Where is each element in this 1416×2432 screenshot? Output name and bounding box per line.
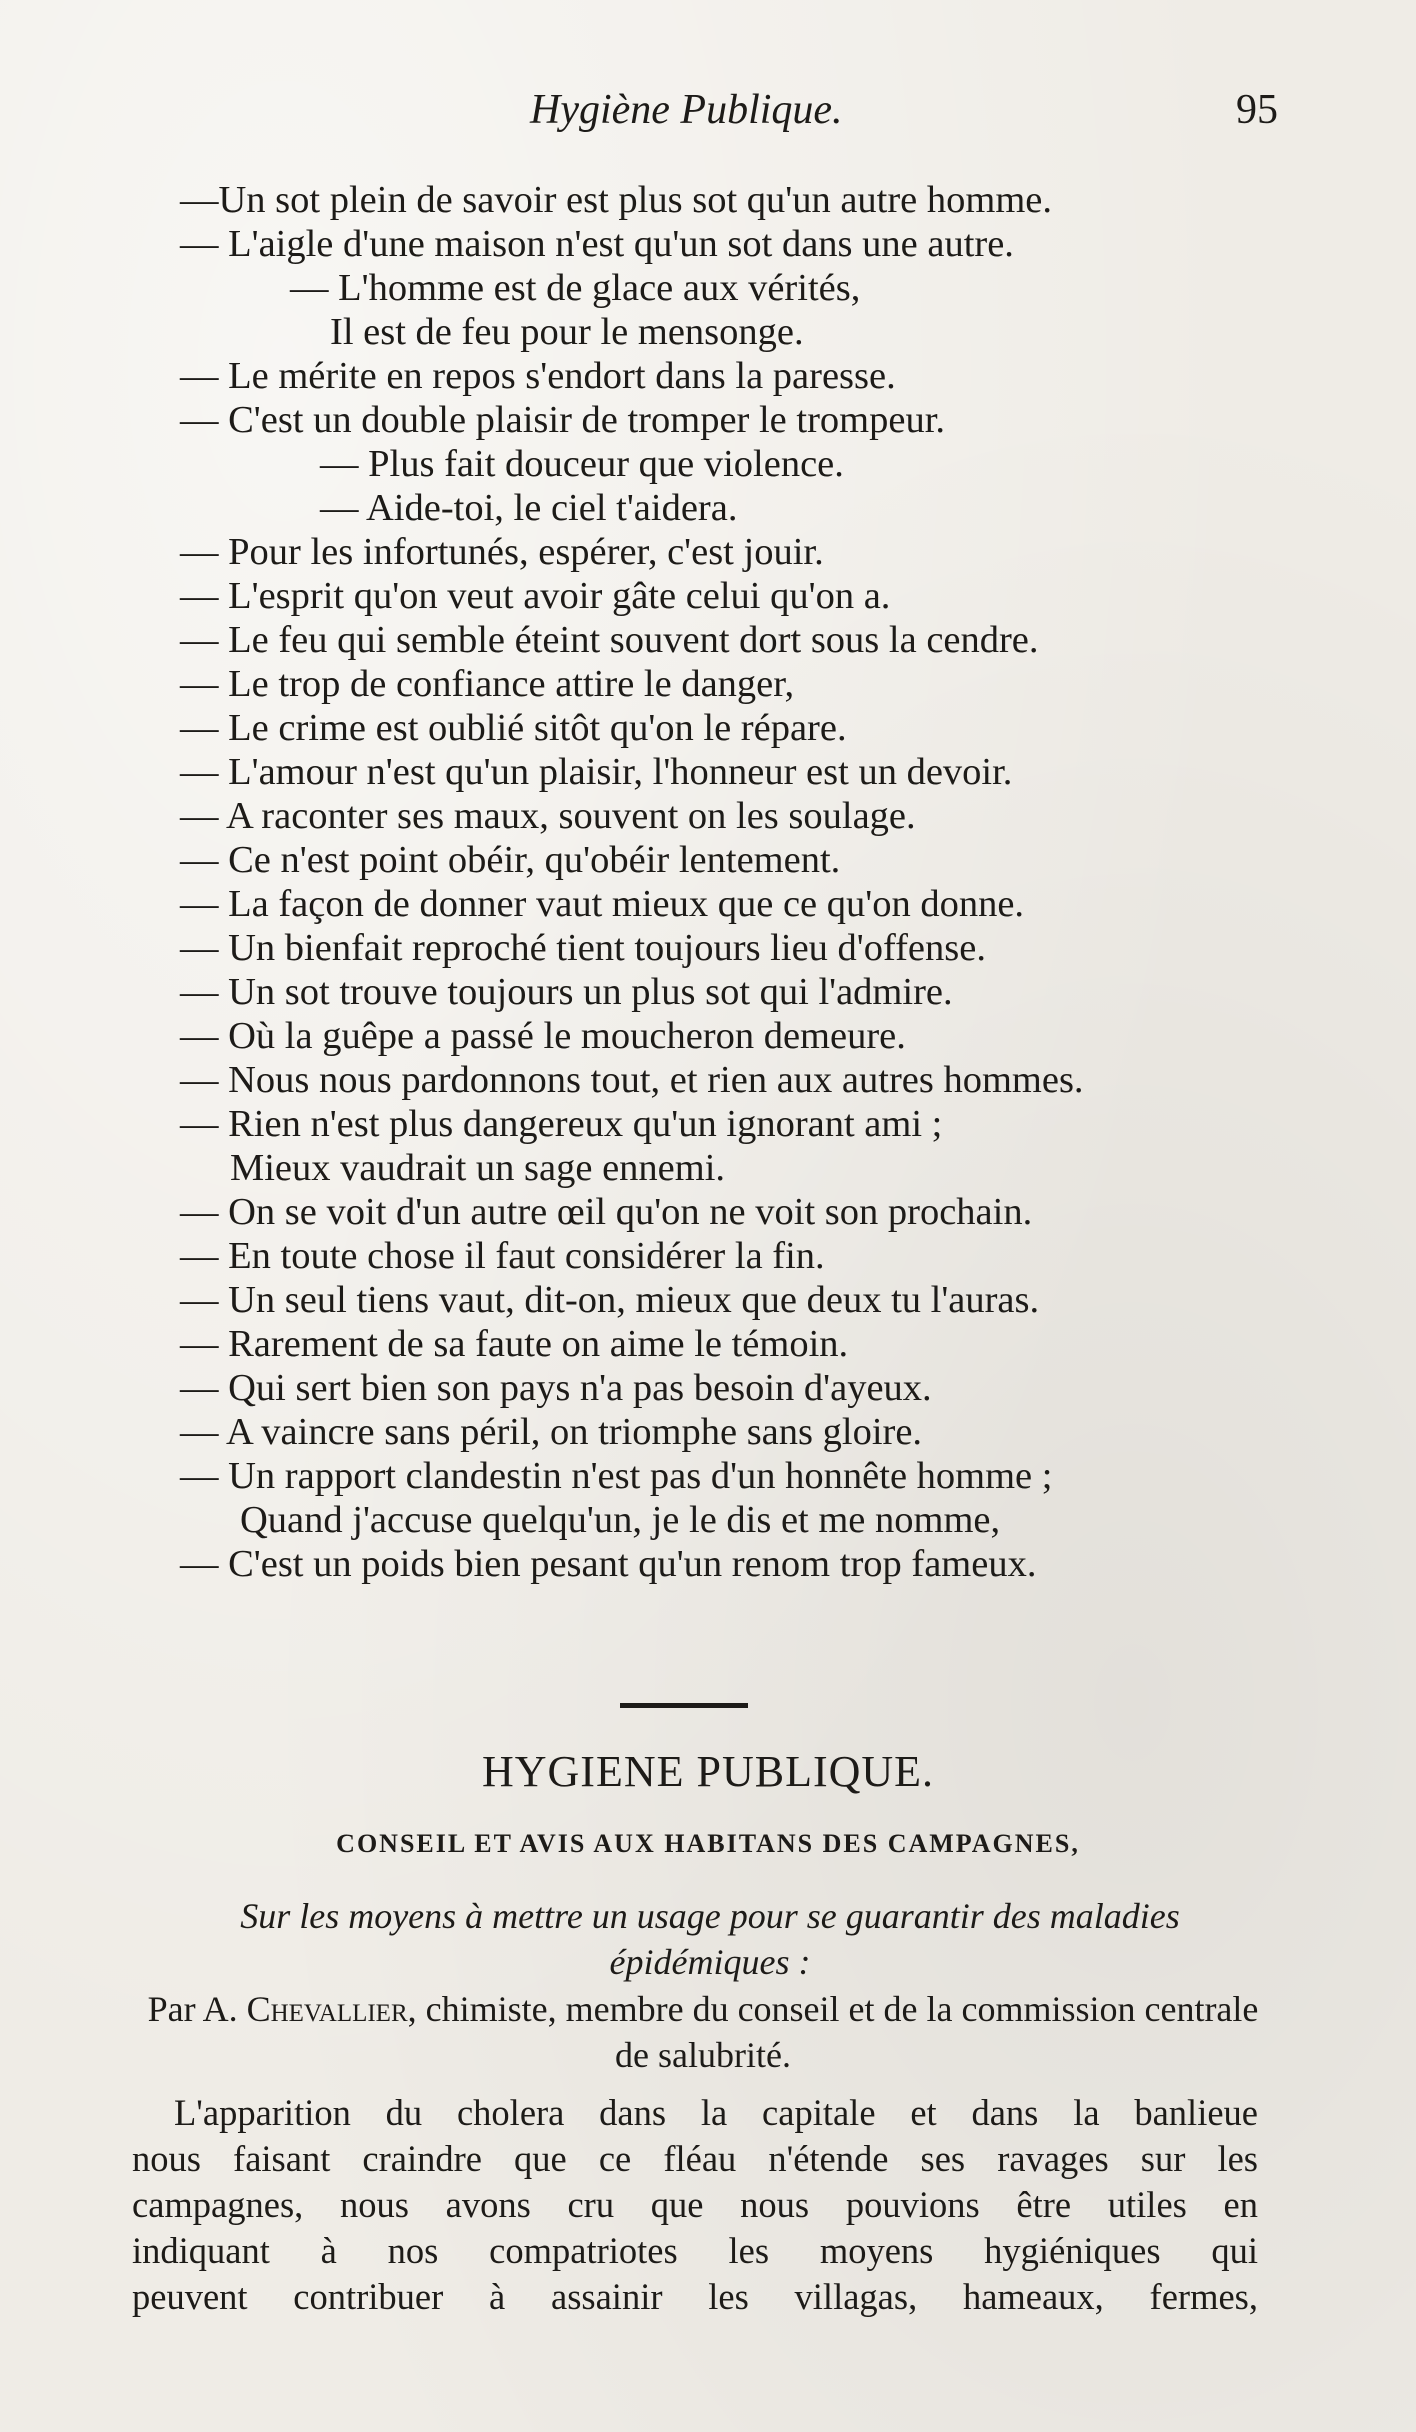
maxim-line: — L'homme est de glace aux vérités, — [290, 267, 861, 309]
section-divider — [620, 1703, 748, 1708]
maxim-line: — C'est un poids bien pesant qu'un renom trop fameux. — [180, 1543, 1037, 1585]
author-description: , chimiste, membre du conseil et de la commission centrale de salubrité. — [407, 1989, 1259, 2075]
maxim-line: Il est de feu pour le mensonge. — [330, 311, 804, 353]
maxim-line: — Rarement de sa faute on aime le témoin. — [180, 1323, 849, 1365]
maxim-line: — L'amour n'est qu'un plaisir, l'honneur est un devoir. — [180, 751, 1013, 793]
maxim-line: — Le crime est oublié sitôt qu'on le répare. — [180, 707, 847, 749]
maxim-line: — Un seul tiens vaut, dit-on, mieux que deux tu l'auras. — [180, 1279, 1040, 1321]
maxim-line: — A vaincre sans péril, on triomphe sans gloire. — [180, 1411, 923, 1453]
page-header — [0, 80, 1416, 140]
maxim-line: — Le feu qui semble éteint souvent dort sous la cendre. — [180, 619, 1039, 661]
body-line: peuvent contribuer à assainir les villagas, hameaux, fermes, — [132, 2276, 1258, 2317]
maxim-line: —Un sot plein de savoir est plus sot qu'un autre homme. — [180, 179, 1053, 221]
author-line — [138, 1986, 1268, 2078]
author-prefix: Par A. — [147, 1989, 247, 2029]
maxim-line: — L'aigle d'une maison n'est qu'un sot dans une autre. — [180, 223, 1014, 265]
maxim-line: Quand j'accuse quelqu'un, je le dis et me nomme, — [240, 1499, 1001, 1541]
running-title: Hygiène Publique. — [530, 87, 843, 133]
maxim-line: — Plus fait douceur que violence. — [320, 443, 844, 485]
maxim-line: — Un bienfait reproché tient toujours lieu d'offense. — [180, 927, 986, 969]
maxim-line: — A raconter ses maux, souvent on les soulage. — [180, 795, 916, 837]
body-line: L'apparition du cholera dans la capitale et dans la banlieue — [174, 2092, 1258, 2133]
maxim-line: — Le trop de confiance attire le danger, — [180, 663, 795, 705]
body-paragraph — [132, 2090, 1258, 2320]
maxim-line: — Aide-toi, le ciel t'aidera. — [320, 487, 738, 529]
section-subtitle: CONSEIL ET AVIS AUX HABITANS DES CAMPAGNES, — [336, 1829, 1080, 1858]
maxim-line: — L'esprit qu'on veut avoir gâte celui qu'on a. — [180, 575, 891, 617]
section-title: HYGIENE PUBLIQUE. — [481, 1747, 935, 1796]
maxim-line: — En toute chose il faut considérer la fin. — [180, 1235, 825, 1277]
maxim-line: — Où la guêpe a passé le moucheron demeure. — [180, 1015, 906, 1057]
author-name: Chevallier — [246, 1989, 408, 2029]
maxims-list — [180, 178, 1290, 1586]
maxim-line: — Qui sert bien son pays n'a pas besoin d'ayeux. — [180, 1367, 932, 1409]
page-number: 95 — [1236, 87, 1278, 133]
body-line: indiquant à nos compatriotes les moyens hygiéniques qui — [132, 2230, 1258, 2271]
maxim-line: Mieux vaudrait un sage ennemi. — [230, 1147, 726, 1189]
body-line: nous faisant craindre que ce fléau n'étende ses ravages sur les — [132, 2138, 1258, 2179]
maxim-line: — Un rapport clandestin n'est pas d'un honnête homme ; — [180, 1455, 1053, 1497]
maxim-line: — Ce n'est point obéir, qu'obéir lentement. — [180, 839, 841, 881]
maxim-line: — On se voit d'un autre œil qu'on ne voit son prochain. — [180, 1191, 1033, 1233]
body-line: campagnes, nous avons cru que nous pouvions être utiles en — [132, 2184, 1258, 2225]
maxim-line: — Pour les infortunés, espérer, c'est jouir. — [180, 531, 824, 573]
maxim-line: — Nous nous pardonnons tout, et rien aux autres hommes. — [180, 1059, 1084, 1101]
section-intro: Sur les moyens à mettre un usage pour se guarantir des maladies épidémiques : — [240, 1896, 1180, 1982]
maxim-line: — Le mérite en repos s'endort dans la paresse. — [180, 355, 896, 397]
maxim-line: — Un sot trouve toujours un plus sot qui l'admire. — [180, 971, 953, 1013]
maxim-line: — C'est un double plaisir de tromper le trompeur. — [180, 399, 946, 441]
maxim-line: — La façon de donner vaut mieux que ce qu'on donne. — [180, 883, 1025, 925]
maxim-line: — Rien n'est plus dangereux qu'un ignorant ami ; — [180, 1103, 943, 1145]
